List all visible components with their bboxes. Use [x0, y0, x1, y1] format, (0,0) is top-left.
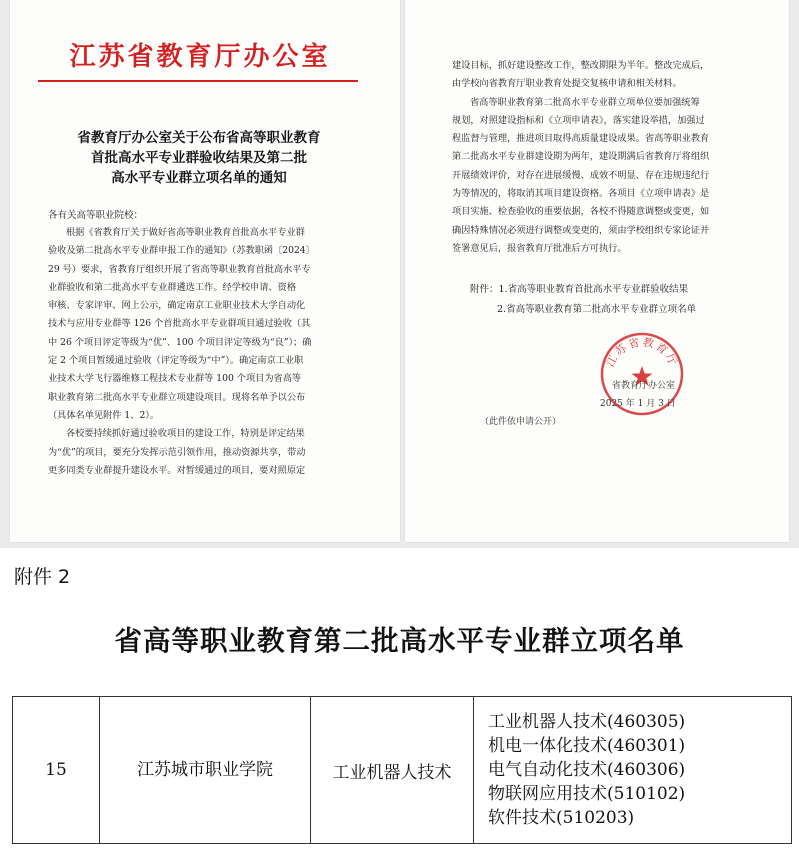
body-line: 项目实施、检查验收的重要依据，各校不得随意调整或变更，如	[452, 206, 710, 218]
body-line: 程监督与管理，推进项目取得高质量建设成果。省高等职业教育	[452, 133, 710, 145]
body-line: 根据《省教育厅关于做好省高等职业教育首批高水平专业群	[66, 227, 305, 238]
body-line: 规划，对照建设指标和《立项申请表》，落实建设举措，加强过	[452, 114, 705, 126]
school-name-cell: 江苏城市职业学院	[100, 697, 311, 844]
major-item: 机电一体化技术(460301)	[488, 736, 686, 756]
body-line: 建设目标，抓好建设整改工作，整改期限为半年。整改完成后，	[452, 60, 710, 71]
majors-cell	[474, 697, 792, 844]
body-line: 职业教育第二批高水平专业群立项建设项目。现将名单予以公布	[48, 391, 306, 403]
attachment-list	[470, 280, 696, 320]
table-row	[13, 697, 792, 844]
body-line: 更多同类专业群提升建设水平。对暂缓通过的项目，要对照原定	[48, 464, 306, 476]
notice-title	[40, 128, 358, 188]
addressee: 各有关高等职业院校：	[48, 210, 144, 221]
disclosure-note: （此件依申请公开）	[480, 417, 562, 427]
attachment-item: 2.省高等职业教育第二批高水平专业群立项名单	[497, 304, 697, 315]
right-body-text	[452, 57, 757, 258]
body-line: 为等情况的，将取消其项目建设资格。各项目《立项申请表》是	[452, 188, 710, 200]
major-item: 工业机器人技术(460305)	[488, 712, 686, 732]
body-line: 省高等职业教育第二批高水平专业群立项单位要加强统筹	[470, 96, 700, 108]
body-line: 定 2 个项目暂缓通过验收（评定等级为“中”）。确定南京工业职	[48, 355, 304, 367]
body-line: 业群验收和第二批高水平专业群遴选工作。经学校申请、资格	[48, 281, 297, 293]
document-header: 江苏省教育厅办公室	[69, 42, 331, 72]
svg-text:江苏省教育厅	[604, 335, 681, 370]
seal-text: 江苏省教育厅	[603, 335, 681, 370]
body-line: 为“优”的项目，要充分发挥示范引领作用，推动资源共享，带动	[48, 446, 306, 458]
body-line: 开展绩效评价，对存在进展缓慢、成效不明显、存在违规违纪行	[452, 169, 710, 181]
major-item: 软件技术(510203)	[488, 808, 635, 828]
left-body-text	[48, 224, 358, 480]
body-line: 中 26 个项目评定等级为“优”、100 个项目评定等级为“良”）；确	[48, 336, 312, 348]
body-line: 29 号）要求，省教育厅组织开展了省高等职业教育首批高水平专	[48, 263, 311, 275]
body-line: 各校要持续抓好通过验收项目的建设工作，特别是评定结果	[66, 428, 305, 440]
list-title: 省高等职业教育第二批高水平专业群立项名单	[114, 625, 685, 657]
body-line: 由学校向省教育厅职业教育处提交复核申请和相关材料。	[452, 78, 682, 90]
body-line: 确因特殊情况必须进行调整或变更的，须由学校组织专家论证并	[452, 224, 710, 236]
attachment-label: 附件 2	[14, 566, 71, 588]
body-line: 审核、专家评审、网上公示，确定南京工业职业技术大学自动化	[48, 300, 306, 312]
notice-title-line: 省教育厅办公室关于公布省高等职业教育	[77, 130, 321, 146]
major-item: 电气自动化技术(460306)	[488, 760, 686, 780]
row-number-cell: 15	[13, 697, 100, 844]
header-red-rule	[38, 80, 358, 82]
signing-date: 2025 年 1 月 3 日	[600, 399, 676, 409]
major-item: 物联网应用技术(510102)	[488, 784, 686, 804]
body-line: 验收及第二批高水平专业群申报工作的通知》（苏教职函〔2024〕	[48, 245, 315, 257]
body-line: 业技术大学飞行器维修工程技术专业群等 100 个项目为省高等	[48, 373, 302, 385]
body-line: 技术与应用专业群等 126 个首批高水平专业群项目通过验收（其	[48, 318, 311, 330]
body-line: 第二批高水平专业群建设期为两年，建设期满后省教育厅将组织	[452, 151, 710, 163]
signing-office: 省教育厅办公室	[612, 381, 676, 391]
body-line: 签署意见后，报省教育厅批准后方可执行。	[452, 242, 627, 254]
body-line: （具体名单见附件 1、2）。	[48, 409, 160, 421]
attachment-item: 附件：1.省高等职业教育首批高水平专业群验收结果	[470, 284, 689, 295]
notice-title-line: 首批高水平专业群验收结果及第二批	[91, 150, 307, 166]
project-list-table	[12, 696, 792, 844]
notice-title-line: 高水平专业群立项名单的通知	[111, 170, 287, 186]
professional-group-cell: 工业机器人技术	[311, 697, 474, 844]
